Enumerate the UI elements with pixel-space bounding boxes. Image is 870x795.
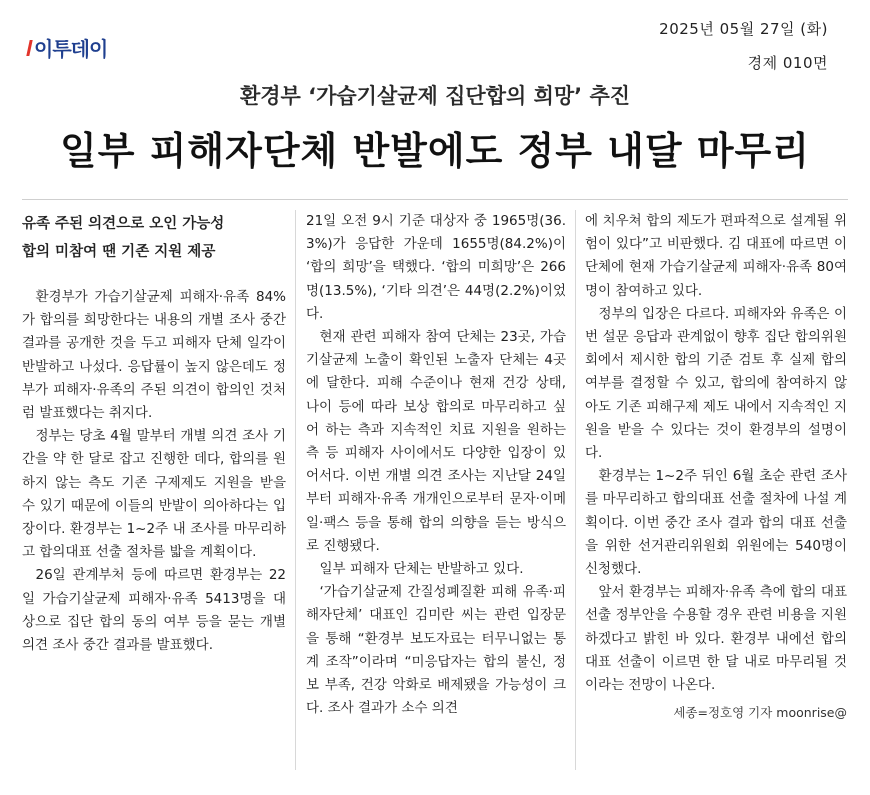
- column-divider: [295, 210, 296, 770]
- headline-divider: [22, 199, 848, 200]
- logo-mark-icon: [26, 40, 32, 56]
- newspaper-logo: [28, 33, 107, 62]
- column-divider: [575, 210, 576, 770]
- paragraph: 환경부는 1~2주 뒤인 6월 초순 관련 조사를 마무리하고 합의대표 선출 절차에 나설 계획이다. 이번 중간 조사 결과 합의 대표 선출을 위한 선거관리위원회 위원에는 540명이 신청했다.: [585, 468, 847, 578]
- paragraph: 에 치우쳐 합의 제도가 편파적으로 설계될 위험이 있다”고 비판했다. 김 대표에 따르면 이 단체에 현재 가습기살균제 피해자·유족 80여 명이 참여하고 있다.: [585, 213, 847, 299]
- logo-text: 이투데이: [34, 37, 108, 61]
- article-column-2: [306, 210, 566, 720]
- article-headline: 일부 피해자단체 반발에도 정부 내달 마무리: [60, 129, 810, 173]
- kicker-line: 유족 주된 의견으로 오인 가능성: [22, 216, 225, 232]
- kicker-line: 합의 미참여 땐 기존 지원 제공: [22, 244, 216, 260]
- paragraph: 앞서 환경부는 피해자·유족 측에 합의 대표 선출 정부안을 수용할 경우 관련 비용을 지원하겠다고 밝힌 바 있다. 환경부 내에선 합의대표 선출이 이르면 한 달 내로 마무리될 것이라는 전망이 나온다.: [585, 584, 847, 694]
- section-page: 경제 010면: [747, 54, 828, 72]
- paragraph: 정부는 당초 4월 말부터 개별 의견 조사 기간을 약 한 달로 잡고 진행한 데다, 합의를 원하지 않는 측도 기존 구제제도 지원을 받을 수 있기 때문에 이들의 반발이 의아하다는 입장이다. 환경부는 1~2주 내 조사를 마무리하고 합의대표 선출 절차를 밟을 계획이다.: [22, 428, 286, 561]
- paragraph: ‘가습기살균제 간질성폐질환 피해 유족·피해자단체’ 대표인 김미란 씨는 관련 입장문을 통해 “환경부 보도자료는 터무니없는 통계 조작”이라며 “미응답자는 합의 불신, 정보 부족, 건강 악화로 배제됐을 가능성이 크다. 조사 결과가 소수 의견: [306, 584, 566, 717]
- article-column-1: [22, 210, 286, 657]
- article-kicker: [22, 210, 286, 266]
- article-subtitle: 환경부 ‘가습기살균제 집단합의 희망’ 추진: [239, 84, 631, 108]
- paragraph: 21일 오전 9시 기준 대상자 중 1965명(36.3%)가 응답한 가운데 1655명(84.2%)이 ‘합의 희망’을 택했다. ‘합의 미희망’은 266명(13.5%), ‘기타 의견’은 44명(2.2%)이었다.: [306, 213, 566, 322]
- paragraph: 일부 피해자 단체는 반발하고 있다.: [319, 561, 524, 578]
- publication-date: 2025년 05월 27일 (화): [659, 20, 828, 38]
- article-column-3: [585, 210, 847, 724]
- paragraph: 현재 관련 피해자 참여 단체는 23곳, 가습기살균제 노출이 확인된 노출자 단체는 4곳에 달한다. 피해 수준이나 현재 건강 상태, 나이 등에 따라 보상 합의로 마무리하고 싶어 하는 측과 지속적인 치료 지원을 원하는 측 등 피해자 사이에서도 다양한 입장이 있어서다. 이번 개별 의견 조사는 지난달 24일부터 피해자·유족 개개인으로부터 문자·이메일·팩스 등을 통해 합의 의향을 듣는 방식으로 진행됐다.: [306, 329, 566, 554]
- byline: 세종=정호영 기자 moonrise@: [673, 705, 847, 721]
- paragraph: 정부의 입장은 다르다. 피해자와 유족은 이번 설문 응답과 관계없이 향후 집단 합의위원회에서 제시한 합의 기준 검토 후 실제 합의 여부를 결정할 수 있고, 합의에 참여하지 않아도 기존 피해구제 제도 내에서 지속적인 지원을 받을 수 있다는 것이 환경부의 설명이다.: [585, 305, 847, 462]
- paragraph: 26일 관계부처 등에 따르면 환경부는 22일 가습기살균제 피해자·유족 5413명을 대상으로 집단 합의 동의 여부 등을 묻는 개별 의견 조사 중간 결과를 발표했다.: [22, 567, 286, 654]
- paragraph: 환경부가 가습기살균제 피해자·유족 84%가 합의를 희망한다는 내용의 개별 조사 중간 결과를 공개한 것을 두고 피해자 단체 일각이 반발하고 나섰다. 응답률이 높지 않은데도 정부가 피해자·유족의 주된 의견이 합의인 것처럼 발표했다는 취지다.: [22, 289, 286, 422]
